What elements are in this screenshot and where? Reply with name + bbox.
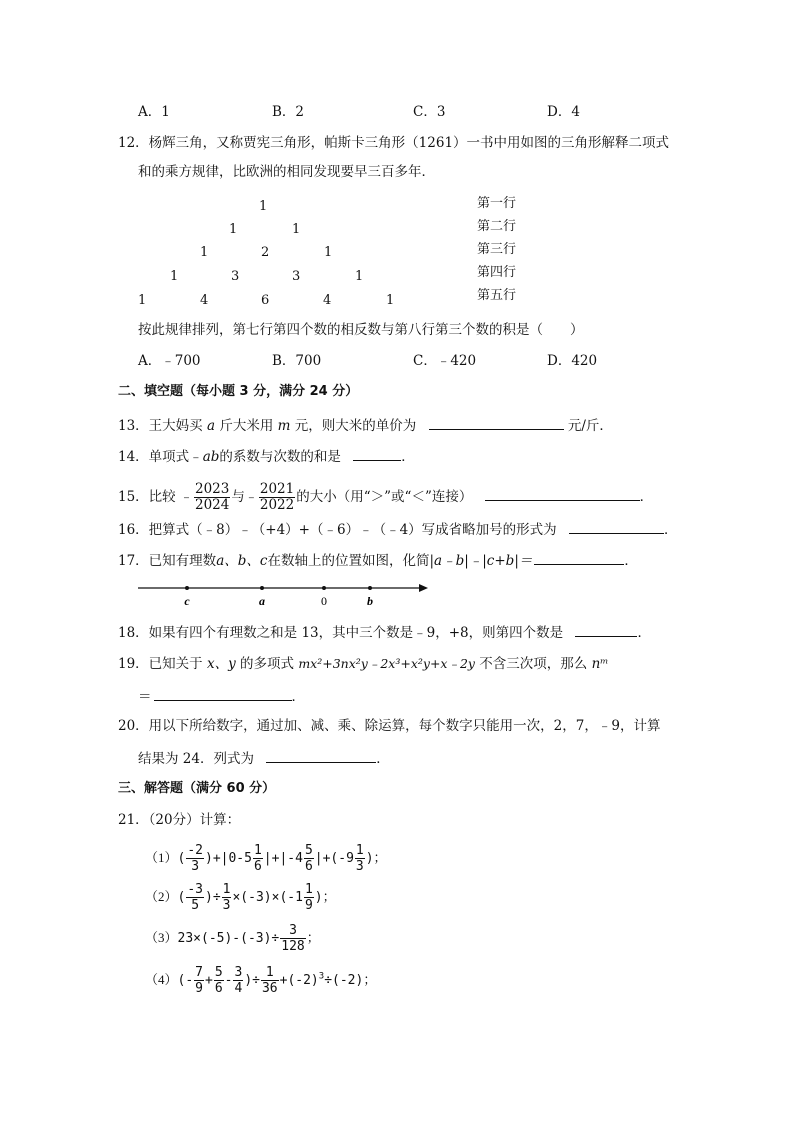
q13-text: 斤大米用 xyxy=(219,418,274,434)
row-label: 第二行 xyxy=(477,219,517,234)
q19-text: 不含三次项，那么 xyxy=(479,656,588,672)
q16-text: 16．把算式（﹣8）﹣（+4）+（﹣6）﹣（﹣4）写成省略加号的形式为 xyxy=(118,522,557,538)
q14-text: 的系数与次数的和是 xyxy=(219,449,341,465)
q21-part3: （3）23×(-5)-(-3)÷ $\frac{3}{128}$ ； xyxy=(145,923,320,954)
q18-end: ． xyxy=(637,625,651,641)
q15-text: 15．比较 xyxy=(118,489,176,505)
q15-answer-blank[interactable] xyxy=(485,486,640,501)
q11-option-c: C．3 xyxy=(413,104,446,120)
q17-vars: a、b、c xyxy=(216,553,268,569)
triangle-cell: 1 xyxy=(292,222,301,237)
q17 xyxy=(118,550,638,570)
q14 xyxy=(118,446,415,466)
q16 xyxy=(118,519,677,539)
q15-text: 与 xyxy=(231,489,245,505)
q21-part1-label: （1） xyxy=(145,850,178,865)
q18-answer-blank[interactable] xyxy=(575,622,637,637)
q20-text: 结果为 24．列式为 xyxy=(138,751,254,767)
q17-text: 在数轴上的位置如图，化简| xyxy=(267,553,435,569)
triangle-cell: 1 xyxy=(324,245,333,260)
q21-part4-label: （4） xyxy=(145,972,178,987)
point-a xyxy=(260,586,264,590)
q14-answer-blank[interactable] xyxy=(353,446,401,461)
q12-question: 按此规律排列，第七行第四个数的相反数与第八行第三个数的积是（ ） xyxy=(138,322,584,338)
q20-line1: 20．用以下所给数字，通过加、减、乘、除运算，每个数字只能用一次，2，7，﹣9，计算 xyxy=(118,718,661,734)
number-line xyxy=(136,578,436,610)
label-c: c xyxy=(184,594,190,608)
q19-power: nᵐ xyxy=(591,656,609,672)
q21-part2-label: （2） xyxy=(145,889,178,904)
q12-option-d: D．420 xyxy=(547,353,598,369)
triangle-cell: 4 xyxy=(323,293,332,308)
section-title-fill-in: 二、填空题（每小题 3 分，满分 24 分） xyxy=(118,384,359,399)
q19-equals: ＝ xyxy=(138,689,152,705)
q15-end: ． xyxy=(639,489,654,505)
q13-text: 13．王大妈买 xyxy=(118,418,203,434)
q11-option-b: B．2 xyxy=(272,104,305,120)
q19-answer-blank[interactable] xyxy=(154,686,292,701)
q15-fraction-2: $\frac{2021}{2022}$ xyxy=(259,481,295,513)
q16-end: ． xyxy=(663,522,678,538)
q21-part1: （1）( $\frac{-2}{3}$ )+|0-5 $\frac{1}{6}$ |+|-4 $\frac{5}{6}$ |+(-9 $\frac{1}{3}$ )； xyxy=(145,843,387,874)
q17-expr: a﹣b|﹣|c+b|＝ xyxy=(434,553,533,569)
q21-part3-label: （3） xyxy=(145,930,178,945)
q14-end: ． xyxy=(401,449,415,465)
q19-text: 19．已知关于 xyxy=(118,656,203,672)
q19-line1 xyxy=(118,655,609,673)
q19-vars: x、y xyxy=(206,656,236,672)
q11-option-d: D．4 xyxy=(547,104,580,120)
q15: 15．比较 ﹣ $\frac{2023}{2024}$ 与﹣ $\frac{2021}{2022}$ 的大小（用“＞”或“＜”连接） ． xyxy=(118,481,654,513)
q20-answer-blank[interactable] xyxy=(266,748,376,763)
triangle-cell: 1 xyxy=(386,293,395,308)
triangle-cell: 1 xyxy=(138,293,147,308)
q18-text: 18．如果有四个有理数之和是 13，其中三个数是﹣9，+8，则第四个数是 xyxy=(118,625,564,641)
point-0 xyxy=(322,586,326,590)
q16-answer-blank[interactable] xyxy=(569,519,664,534)
label-zero: 0 xyxy=(321,594,327,608)
triangle-cell: 3 xyxy=(292,269,301,284)
axis-arrow-icon xyxy=(419,584,428,592)
q19-polynomial: mx²+3nx²y﹣2x³+x²y+x﹣2y xyxy=(298,656,475,671)
q13-var-m: m xyxy=(277,418,291,434)
q19-end: ． xyxy=(291,689,305,705)
q13-var-a: a xyxy=(206,418,216,434)
triangle-cell: 1 xyxy=(355,269,364,284)
q21-part4: （4）(- $\frac{7}{9}$ + $\frac{5}{6}$ - $\frac{3}{4}$ )÷ $\frac{1}{36}$ $+(-2)^3\div(-2)$； xyxy=(145,965,377,996)
q15-fraction-1: $\frac{2023}{2024}$ xyxy=(195,481,230,513)
q12-option-c: C．﹣420 xyxy=(413,353,477,369)
q19-text: 的多项式 xyxy=(240,656,295,672)
q20-line2 xyxy=(138,748,390,768)
q14-text: 14．单项式﹣ xyxy=(118,449,203,465)
row-label: 第五行 xyxy=(477,288,517,303)
q14-var-ab: ab xyxy=(202,449,220,465)
q21-header: 21．（20分）计算： xyxy=(118,812,241,828)
section-title-solve: 三、解答题（满分 60 分） xyxy=(118,781,276,796)
triangle-cell: 1 xyxy=(259,199,268,214)
triangle-cell: 4 xyxy=(200,293,209,308)
label-b: b xyxy=(367,594,373,608)
point-c xyxy=(185,586,189,590)
q12-option-a: A．﹣700 xyxy=(138,353,201,369)
q17-answer-blank[interactable] xyxy=(534,550,624,565)
triangle-cell: 1 xyxy=(229,222,238,237)
q13-text: 元，则大米的单价为 xyxy=(294,418,417,434)
triangle-cell: 2 xyxy=(261,245,270,260)
triangle-cell: 3 xyxy=(231,269,240,284)
triangle-cell: 6 xyxy=(261,293,270,308)
q21-part2: （2）( $\frac{-3}{5}$ )÷ $\frac{1}{3}$ ×(-3)×(-1 $\frac{1}{9}$ )； xyxy=(145,882,336,913)
triangle-cell: 1 xyxy=(170,269,179,284)
row-label: 第四行 xyxy=(477,265,517,280)
q12-stem-line2: 和的乘方规律，比欧洲的相同发现要早三百多年． xyxy=(138,164,435,180)
q17-text: 17．已知有理数 xyxy=(118,553,217,569)
q13-answer-blank[interactable] xyxy=(429,415,564,430)
q12-option-b: B．700 xyxy=(272,353,322,369)
q13 xyxy=(118,415,613,435)
q13-unit: 元/斤． xyxy=(567,418,613,434)
label-a: a xyxy=(259,594,265,608)
row-label: 第一行 xyxy=(477,196,517,211)
q17-end: ． xyxy=(624,553,638,569)
row-label: 第三行 xyxy=(477,242,517,257)
q15-text: 的大小（用“＞”或“＜”连接） xyxy=(296,489,473,505)
q12-stem-line1: 12．杨辉三角，又称贾宪三角形，帕斯卡三角形（1261）一书中用如图的三角形解释二项式 xyxy=(118,135,670,151)
q19-line2 xyxy=(138,686,305,706)
q20-end: ． xyxy=(376,751,390,767)
point-b xyxy=(368,586,372,590)
triangle-cell: 1 xyxy=(200,245,209,260)
q11-option-a: A．1 xyxy=(138,104,170,120)
q18 xyxy=(118,622,651,642)
